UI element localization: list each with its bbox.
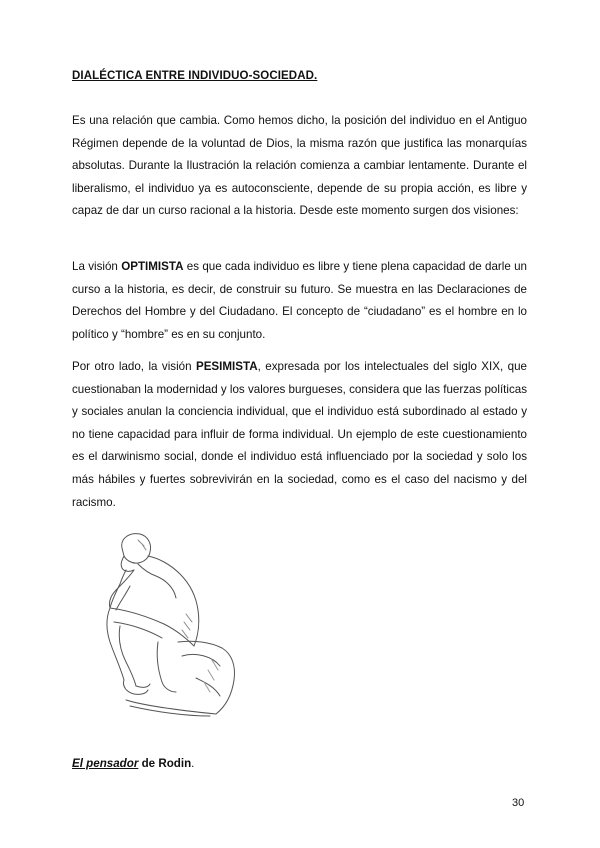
- paragraph-pesimista-body: , expresada por los intelectuales del siglo XIX, que cuestionaban la modernidad y los valores burgueses, considera que las fuerzas políticas y sociales anulan la conciencia individual, que el individuo está subordinado al estado y no tiene capacidad para influir de forma individual. Un ejemplo de este cuestionamiento es el darwinismo social, donde el individuo está influenciado por la sociedad y solo los más hábiles y fuertes sobrevivirán en la sociedad, como es el caso del nacismo y del racismo.: [72, 360, 527, 509]
- paragraph-optimista-lead: La visión: [72, 260, 122, 273]
- optimista-keyword: OPTIMISTA: [121, 260, 184, 273]
- caption-period: .: [191, 757, 195, 770]
- page-number: 30: [512, 797, 525, 809]
- figure-caption: [72, 757, 194, 770]
- paragraph-pesimista-lead: Por otro lado, la visión: [72, 360, 196, 373]
- pesimista-keyword: PESIMISTA: [195, 360, 258, 373]
- caption-artist: de Rodin: [138, 757, 192, 770]
- paragraph-intro: Es una relación que cambia. Como hemos dicho, la posición del individuo en el Antiguo Régimen depende de la voluntad de Dios, la misma razón que justifica las monarquías absolutas. Durante la Ilustración la relación comienza a cambiar lentamente. Durante el liberalismo, el individuo ya es autoconsciente, depende de su propia acción, es libre y capaz de dar un curso racional a la historia. Desde este momento surgen dos visiones:: [72, 114, 527, 218]
- paragraph-pesimista: [72, 356, 527, 514]
- thinker-sculpture-sketch-icon: [86, 530, 246, 718]
- paragraph-optimista-body: es que cada individuo es libre y tiene plena capacidad de darle un curso a la historia, es decir, de construir su futuro. Se muestra en las Declaraciones de Derechos del Hombre y del Ciudadano. El concepto de “ciudadano” es el hombre en lo político y “hombre” es en su conjunto.: [72, 260, 527, 341]
- section-title: DIALÉCTICA ENTRE INDIVIDUO-SOCIEDAD.: [72, 70, 318, 82]
- paragraph-optimista: [72, 256, 527, 346]
- caption-artwork-title: El pensador: [72, 757, 139, 770]
